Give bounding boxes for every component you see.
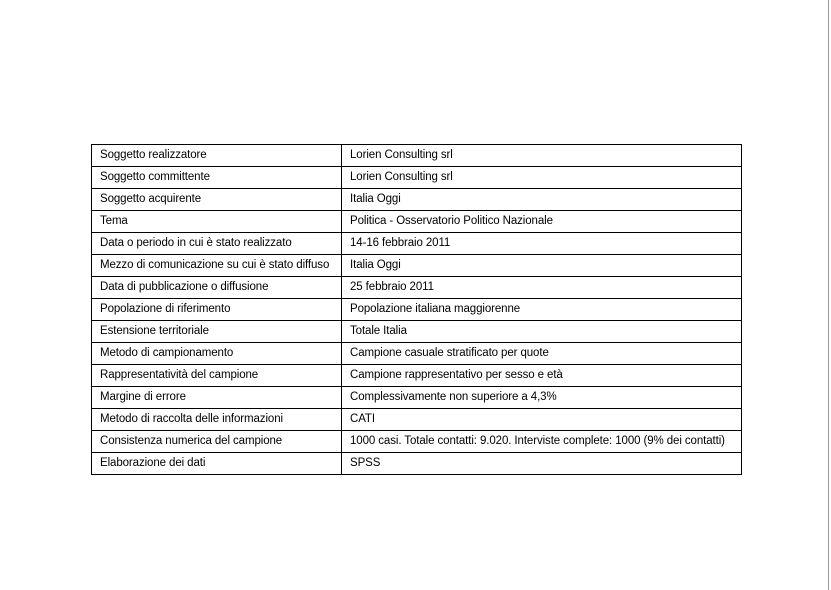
row-value: Lorien Consulting srl: [342, 167, 742, 189]
page-right-edge: [828, 0, 829, 590]
row-value: Politica - Osservatorio Politico Nazionale: [342, 211, 742, 233]
row-value: Italia Oggi: [342, 189, 742, 211]
table-row: [92, 321, 742, 343]
row-label: Soggetto acquirente: [92, 189, 342, 211]
row-label: Rappresentatività del campione: [92, 365, 342, 387]
table-row: [92, 233, 742, 255]
table-row: [92, 409, 742, 431]
row-label: Soggetto committente: [92, 167, 342, 189]
table-row: [92, 255, 742, 277]
row-value: SPSS: [342, 453, 742, 475]
table-row: [92, 387, 742, 409]
row-label: Tema: [92, 211, 342, 233]
row-label: Elaborazione dei dati: [92, 453, 342, 475]
row-label: Data o periodo in cui è stato realizzato: [92, 233, 342, 255]
table-row: [92, 277, 742, 299]
row-value: Popolazione italiana maggiorenne: [342, 299, 742, 321]
row-value: Lorien Consulting srl: [342, 145, 742, 167]
row-value: CATI: [342, 409, 742, 431]
row-value: Campione rappresentativo per sesso e età: [342, 365, 742, 387]
row-label: Metodo di raccolta delle informazioni: [92, 409, 342, 431]
row-value: Complessivamente non superiore a 4,3%: [342, 387, 742, 409]
table-row: [92, 145, 742, 167]
row-value: Italia Oggi: [342, 255, 742, 277]
row-label: Mezzo di comunicazione su cui è stato diffuso: [92, 255, 342, 277]
table-row: [92, 431, 742, 453]
row-label: Consistenza numerica del campione: [92, 431, 342, 453]
row-value: Campione casuale stratificato per quote: [342, 343, 742, 365]
table-row: [92, 211, 742, 233]
row-label: Popolazione di riferimento: [92, 299, 342, 321]
row-label: Data di pubblicazione o diffusione: [92, 277, 342, 299]
row-label: Margine di errore: [92, 387, 342, 409]
table-row: [92, 453, 742, 475]
row-label: Soggetto realizzatore: [92, 145, 342, 167]
row-label: Estensione territoriale: [92, 321, 342, 343]
table-row: [92, 189, 742, 211]
row-label: Metodo di campionamento: [92, 343, 342, 365]
row-value: 1000 casi. Totale contatti: 9.020. Interviste complete: 1000 (9% dei contatti): [342, 431, 742, 453]
table-row: [92, 365, 742, 387]
table-row: [92, 167, 742, 189]
survey-info-table-body: [92, 145, 742, 475]
row-value: Totale Italia: [342, 321, 742, 343]
table-row: [92, 299, 742, 321]
table-row: [92, 343, 742, 365]
survey-info-table: [91, 144, 742, 475]
row-value: 25 febbraio 2011: [342, 277, 742, 299]
row-value: 14-16 febbraio 2011: [342, 233, 742, 255]
